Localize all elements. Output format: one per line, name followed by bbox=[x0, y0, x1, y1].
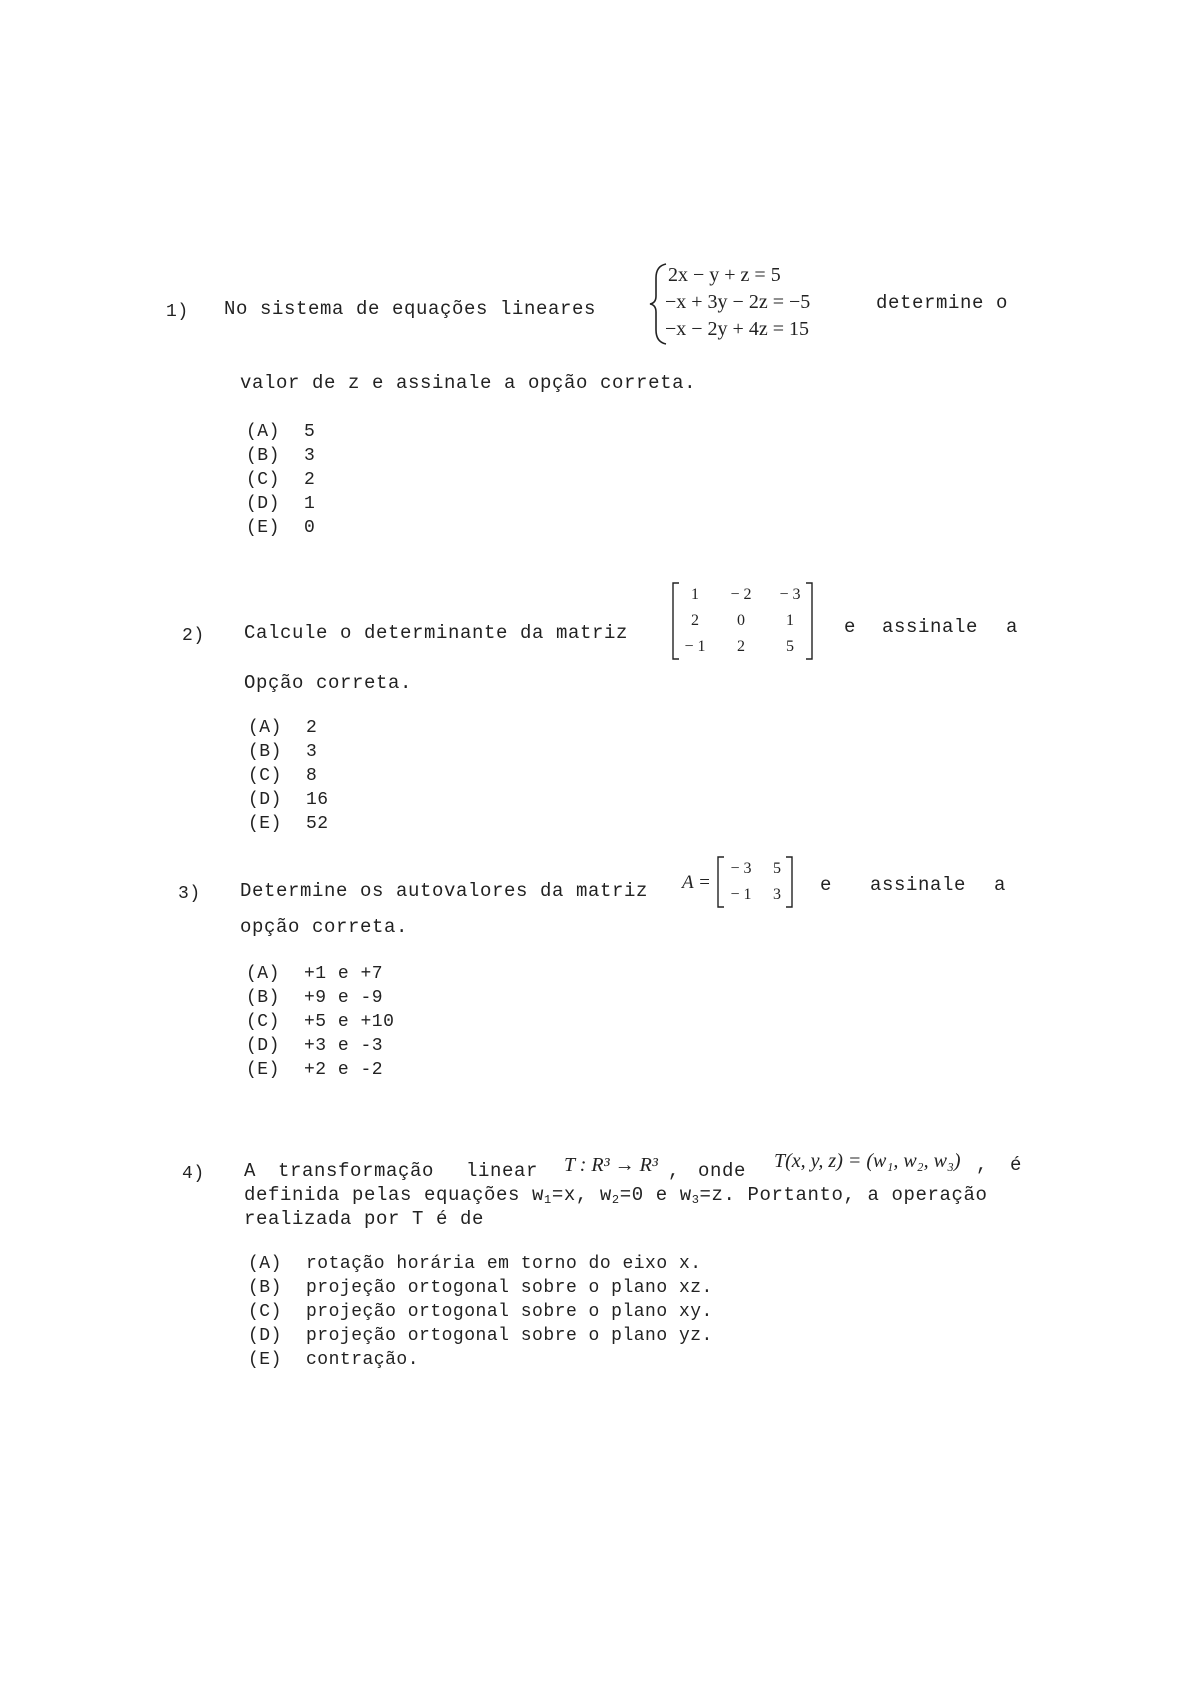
question-text: Calcule o determinante da matriz bbox=[244, 622, 629, 644]
matrix-cell: − 3 bbox=[730, 860, 752, 877]
question-text-line-3: realizada por T é de bbox=[244, 1208, 485, 1230]
map-expression: T : R³ → R³ bbox=[564, 1154, 658, 1176]
question-number: 3) bbox=[178, 884, 201, 904]
matrix-left-bracket bbox=[716, 856, 726, 908]
option-d: (D) +3 e -3 bbox=[246, 1036, 384, 1056]
option-b: (B) 3 bbox=[248, 742, 318, 762]
option-a: (A) +1 e +7 bbox=[246, 964, 384, 984]
question-text-line-2: definida pelas equações $w_1=x$, $w_2=0$ e $w_3=z$. Portanto, a operação bbox=[244, 1184, 988, 1207]
comma-separator: , bbox=[668, 1160, 681, 1182]
matrix-cell: − 2 bbox=[730, 586, 752, 603]
matrix-right-bracket bbox=[804, 582, 814, 660]
matrix-cell: 1 bbox=[691, 586, 699, 603]
option-c: (C) +5 e +10 bbox=[246, 1012, 395, 1032]
question-text-word: transformação bbox=[278, 1160, 435, 1182]
option-b: (B) 3 bbox=[246, 446, 316, 466]
matrix-cell: 0 bbox=[737, 612, 745, 629]
option-e: (E) 52 bbox=[248, 814, 329, 834]
question-text: Determine os autovalores da matriz bbox=[240, 880, 649, 902]
comma-separator: , bbox=[976, 1154, 989, 1176]
option-c: (C) 8 bbox=[248, 766, 318, 786]
option-b: (B) projeção ortogonal sobre o plano xz. bbox=[248, 1278, 713, 1298]
matrix-label: A = bbox=[682, 872, 711, 893]
equation-2: −x + 3y − 2z = −5 bbox=[665, 291, 811, 313]
option-a: (A) rotação horária em torno do eixo x. bbox=[248, 1254, 702, 1274]
option-c: (C) 2 bbox=[246, 470, 316, 490]
question-text-word: é bbox=[1010, 1154, 1023, 1176]
question-text-word: onde bbox=[698, 1160, 747, 1182]
question-text-suffix-assinale: assinale bbox=[870, 874, 967, 896]
matrix-cell: − 3 bbox=[779, 586, 801, 603]
question-text-word: A bbox=[244, 1160, 257, 1182]
matrix-cell: 1 bbox=[786, 612, 794, 629]
equation-1: 2x − y + z = 5 bbox=[668, 264, 781, 286]
question-text-suffix-e: e bbox=[844, 616, 857, 638]
question-number: 4) bbox=[182, 1164, 205, 1184]
matrix-cell: 5 bbox=[786, 638, 794, 655]
question-text-continuation: Opção correta. bbox=[244, 672, 413, 694]
matrix-cell: − 1 bbox=[684, 638, 706, 655]
question-text-suffix-a: a bbox=[994, 874, 1007, 896]
matrix-cell: 3 bbox=[773, 886, 781, 903]
option-e: (E) contração. bbox=[248, 1350, 420, 1370]
question-number: 1) bbox=[166, 302, 189, 322]
equation-3: −x − 2y + 4z = 15 bbox=[665, 318, 809, 340]
option-d: (D) 16 bbox=[248, 790, 329, 810]
question-text-continuation: valor de z e assinale a opção correta. bbox=[240, 372, 697, 394]
option-e: (E) 0 bbox=[246, 518, 316, 538]
option-c: (C) projeção ortogonal sobre o plano xy. bbox=[248, 1302, 713, 1322]
matrix-right-bracket bbox=[784, 856, 794, 908]
question-number: 2) bbox=[182, 626, 205, 646]
matrix-cell: 2 bbox=[737, 638, 745, 655]
question-text: No sistema de equações lineares bbox=[224, 298, 597, 320]
option-d: (D) 1 bbox=[246, 494, 316, 514]
option-a: (A) 5 bbox=[246, 422, 316, 442]
question-text-suffix-assinale: assinale bbox=[882, 616, 979, 638]
matrix-cell: 2 bbox=[691, 612, 699, 629]
option-e: (E) +2 e -2 bbox=[246, 1060, 384, 1080]
question-text-suffix-e: e bbox=[820, 874, 833, 896]
option-b: (B) +9 e -9 bbox=[246, 988, 384, 1008]
option-d: (D) projeção ortogonal sobre o plano yz. bbox=[248, 1326, 713, 1346]
question-text-suffix-a: a bbox=[1006, 616, 1019, 638]
function-expression: T(x, y, z) = (w₁, w₂, w₃) bbox=[774, 1150, 961, 1172]
question-text-continuation: opção correta. bbox=[240, 916, 409, 938]
question-text-suffix: determine o bbox=[876, 292, 1009, 314]
matrix-cell: 5 bbox=[773, 860, 781, 877]
option-a: (A) 2 bbox=[248, 718, 318, 738]
question-text-word: linear bbox=[466, 1160, 539, 1182]
matrix-cell: − 1 bbox=[730, 886, 752, 903]
